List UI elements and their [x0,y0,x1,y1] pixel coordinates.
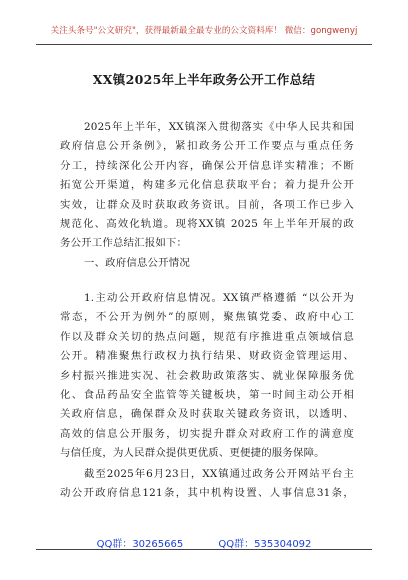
text-line: 作以及群众关切的热点问题，规范有序推进重点领域信息 [60,330,354,343]
section-heading-text: 一、政府信息公开情况 [84,257,190,269]
text-line: 1.主动公开政府信息情况。XX镇严格遵循 “以公开为 [84,292,354,304]
section-heading [60,254,354,273]
document-title: XX镇2025年上半年政务公开工作总结 [92,72,316,87]
text-line: 乡村振兴推进实况、社会救助政策落实、就业保障服务优 [60,369,354,382]
text-line: 务公开工作总结汇报如下： [60,237,188,250]
text-line: 拓宽公开渠道，构建多元化信息获取平台；着力提升公开 [60,179,354,192]
text-line: 分工，持续深化公开内容，确保公开信息详实精准；不断 [60,159,354,172]
text-line: 化、食品药品安全监管等关键板块，第一时间主动公开相 [60,388,354,401]
text-line: 动公开政府信息121条，其中机构设置、人事信息31条， [60,487,354,500]
paragraph-statistics [60,465,354,504]
text-line: 2025年上半年，XX镇深入贯彻落实《中华人民共和国 [84,121,354,133]
qq-group-1: QQ群：30265665 [96,539,184,550]
footer-divider [36,549,372,550]
text-line: 公开。精准聚焦行政权力执行结果、财政资金管理运用、 [60,350,354,363]
text-line: 政府信息公开条例》，紧扣政务公开工作要点与重点任务 [60,140,354,153]
text-line: 与信任度，为人民群众提供更优质、更便捷的服务保障。 [60,447,325,460]
text-line: 关政府信息，确保群众及时获取关键政务资讯，以透明、 [60,408,354,421]
text-line: 规范化、高效化轨道。现将XX镇 2025 年上半年开展的政 [60,217,354,230]
footer-contact [0,535,408,550]
paragraph-active-disclosure [60,289,354,464]
header-banner: 关注头条号"公文研究"，获得最新最全最专业的公文资料库！ 微信：gongwenyj [50,26,358,36]
text-line: 常态，不公开为例外”的原则，聚焦镇党委、政府中心工 [60,311,354,324]
paragraph-intro [60,118,354,254]
qq-group-2: QQ群：535304092 [218,539,312,550]
text-line: 实效，让群众及时获取政务资讯。目前，各项工作已步入 [60,198,354,211]
text-line: 高效的信息公开服务，切实提升群众对政府工作的满意度 [60,427,354,440]
header-divider [36,44,372,45]
text-line: 截至2025年6月23日，XX镇通过政务公开网站平台主 [84,468,354,480]
